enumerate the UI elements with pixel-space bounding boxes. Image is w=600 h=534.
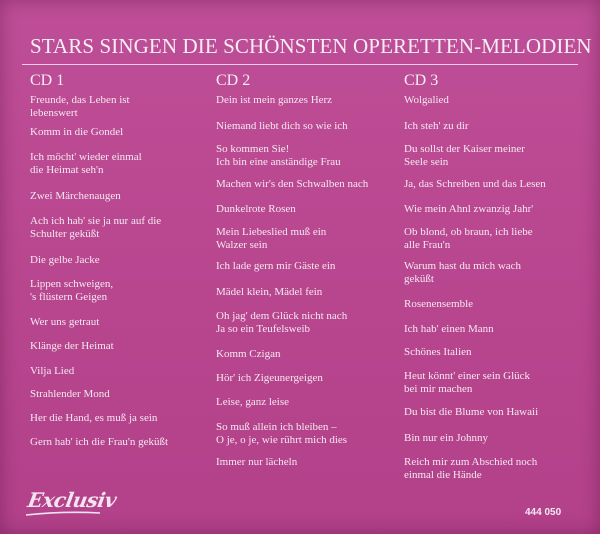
track-title: Schönes Italien bbox=[404, 346, 472, 358]
track-title: Wie mein Ahnl zwanzig Jahr' bbox=[404, 203, 534, 215]
exclusiv-logo: Exclusiv bbox=[25, 488, 119, 512]
track-title: Gern hab' ich die Frau'n geküßt bbox=[30, 436, 169, 448]
track-title: Dunkelrote Rosen bbox=[216, 203, 296, 215]
cd3-heading: CD 3 bbox=[404, 72, 439, 89]
track-title: Ach ich hab' sie ja nur auf die Schulter geküßt bbox=[30, 215, 162, 240]
track-title: Lippen schweigen, 's flüstern Geigen bbox=[30, 278, 114, 303]
track-title: Wolgalied bbox=[404, 94, 449, 106]
track-title: Oh jag' dem Glück nicht nach Ja so ein Teufelsweib bbox=[216, 310, 348, 335]
title-divider bbox=[22, 64, 578, 65]
track-title: Du sollst der Kaiser meiner Seele sein bbox=[404, 143, 525, 168]
track-title: Wer uns getraut bbox=[30, 316, 100, 328]
cd1-column bbox=[30, 70, 210, 448]
cd2-column bbox=[216, 70, 396, 468]
track-title: So muß allein ich bleiben – O je, o je, wie rührt mich dies bbox=[216, 421, 348, 446]
track-title: Die gelbe Jacke bbox=[30, 254, 100, 266]
track-title: Ich lade gern mir Gäste ein bbox=[216, 260, 336, 272]
track-title: Komm in die Gondel bbox=[30, 126, 124, 138]
track-title: Heut könnt' einer sein Glück bei mir machen bbox=[404, 370, 531, 395]
track-title: Ich hab' einen Mann bbox=[404, 323, 494, 335]
track-title: Komm Czigan bbox=[216, 348, 281, 360]
track-title: Freunde, das Leben ist lebenswert bbox=[30, 94, 130, 119]
cd3-column bbox=[404, 70, 584, 481]
track-title: Leise, ganz leise bbox=[216, 396, 289, 408]
track-title: Her die Hand, es muß ja sein bbox=[30, 412, 158, 424]
track-title: Ob blond, ob braun, ich liebe alle Frau'n bbox=[404, 226, 533, 251]
track-title: Dein ist mein ganzes Herz bbox=[216, 94, 333, 106]
track-title: Rosenensemble bbox=[404, 298, 474, 310]
logo-swash-icon bbox=[24, 511, 102, 517]
track-title: Machen wir's den Schwalben nach bbox=[216, 178, 369, 190]
track-title: Zwei Märchenaugen bbox=[30, 190, 121, 202]
track-title: Du bist die Blume von Hawaii bbox=[404, 406, 539, 418]
catalog-number: 444 050 bbox=[525, 507, 562, 518]
track-title: Bin nur ein Johnny bbox=[404, 432, 489, 444]
track-title: Ja, das Schreiben und das Lesen bbox=[404, 178, 546, 190]
album-title: STARS SINGEN DIE SCHÖNSTEN OPERETTEN-MELODIEN bbox=[30, 34, 592, 58]
track-title: Niemand liebt dich so wie ich bbox=[216, 120, 348, 132]
track-title: Immer nur lächeln bbox=[216, 456, 298, 468]
track-title: Reich mir zum Abschied noch einmal die Hände bbox=[404, 456, 538, 481]
cd2-heading: CD 2 bbox=[216, 72, 251, 89]
track-title: So kommen Sie! Ich bin eine anständige Frau bbox=[216, 143, 341, 168]
track-title: Ich möcht' wieder einmal die Heimat seh'n bbox=[30, 151, 142, 176]
track-title: Warum hast du mich wach geküßt bbox=[404, 260, 522, 285]
track-title: Hör' ich Zigeunergeigen bbox=[216, 372, 323, 384]
track-title: Vilja Lied bbox=[30, 365, 75, 377]
track-title: Mädel klein, Mädel fein bbox=[216, 286, 323, 298]
track-title: Klänge der Heimat bbox=[30, 340, 114, 352]
track-title: Strahlender Mond bbox=[30, 388, 110, 400]
track-title: Ich steh' zu dir bbox=[404, 120, 469, 132]
track-title: Mein Liebeslied muß ein Walzer sein bbox=[216, 226, 327, 251]
cd1-heading: CD 1 bbox=[30, 72, 65, 89]
